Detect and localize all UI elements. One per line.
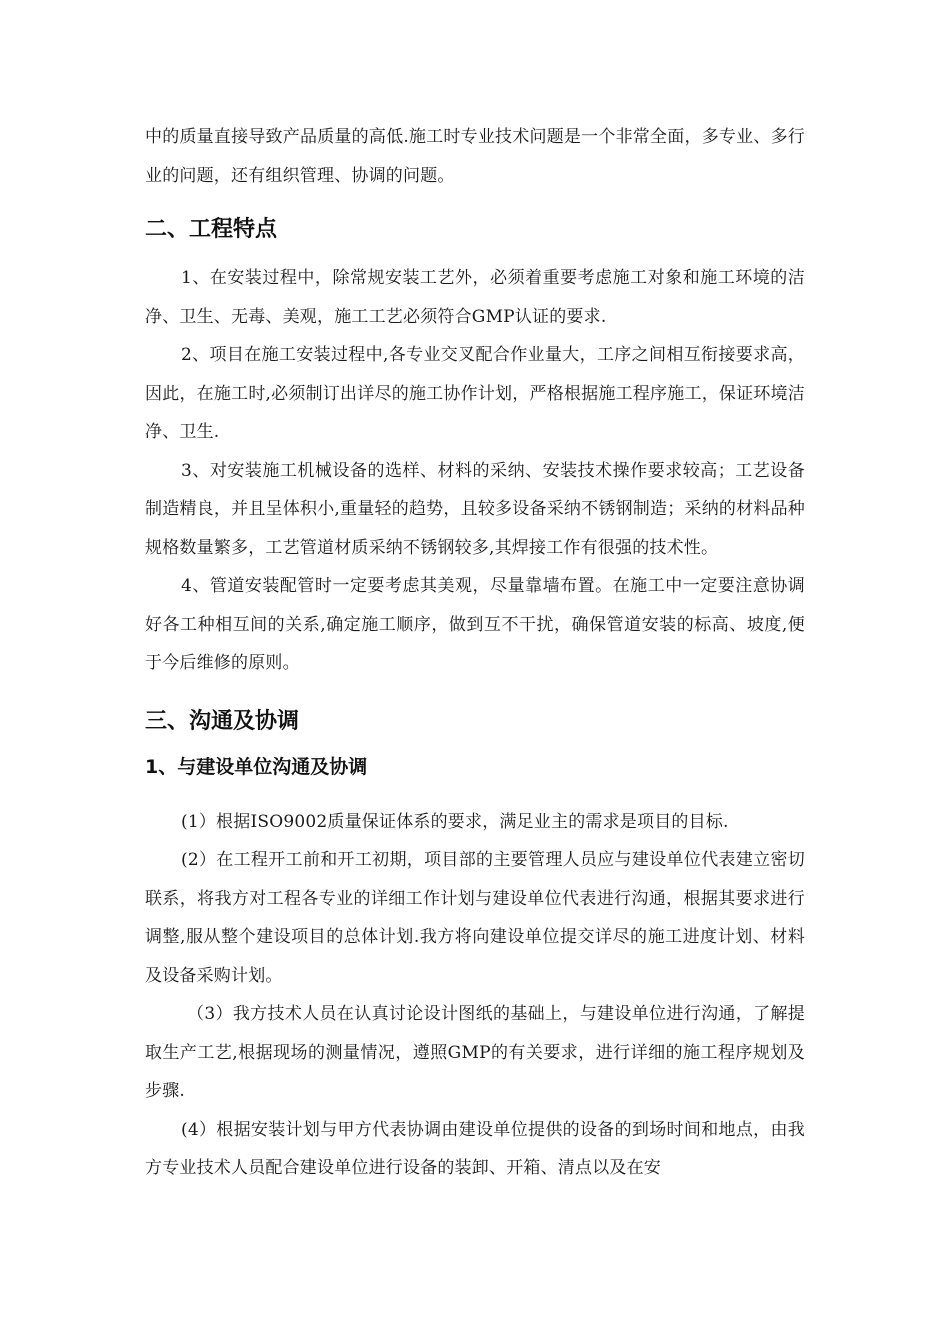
feature-paragraph-2: 2、项目在施工安装过程中,各专业交叉配合作业量大，工序之间相互衔接要求高，因此，在施工时,必须制订出详尽的施工协作计划，严格根据施工程序施工，保证环境洁净、卫生. xyxy=(145,345,805,442)
subsection-heading-owner-coordination: 1、与建设单位沟通及协调 xyxy=(145,755,368,778)
section-heading-communication: 三、沟通及协调 xyxy=(145,708,300,734)
coordination-paragraph-4: (4）根据安装计划与甲方代表协调由建设单位提供的设备的到场时间和地点，由我方专业技术人员配合建设单位进行设备的装卸、开箱、清点以及在安 xyxy=(145,1119,805,1178)
coordination-paragraph-2: (2）在工程开工前和开工初期，项目部的主要管理人员应与建设单位代表建立密切联系，将我方对工程各专业的详细工作计划与建设单位代表进行沟通，根据其要求进行调整,服从整个建设项目的总体计划.我方将向建设单位提交详尽的施工进度计划、材料及设备采购计划。 xyxy=(145,850,805,986)
feature-paragraph-1: 1、在安装过程中，除常规安装工艺外，必须着重要考虑施工对象和施工环境的洁净、卫生、无毒、美观，施工工艺必须符合GMP认证的要求. xyxy=(145,268,805,327)
coordination-paragraph-3: （3）我方技术人员在认真讨论设计图纸的基础上，与建设单位进行沟通，了解提取生产工艺,根据现场的测量情况，遵照GMP的有关要求，进行详细的施工程序规划及步骤. xyxy=(145,1004,805,1101)
feature-paragraph-3: 3、对安装施工机械设备的选样、材料的采纳、安装技术操作要求较高；工艺设备制造精良，并且呈体积小,重量轻的趋势，且较多设备采纳不锈钢制造；采纳的材料品种规格数量繁多，工艺管道材质采纳不锈钢较多,其焊接工作有很强的技术性。 xyxy=(145,460,805,558)
document-page xyxy=(145,118,805,1188)
section-heading-project-features: 二、工程特点 xyxy=(145,217,278,242)
intro-paragraph: 中的质量直接导致产品质量的高低.施工时专业技术问题是一个非常全面，多专业、多行业的问题，还有组织管理、协调的问题。 xyxy=(145,127,805,186)
feature-paragraph-4: 4、管道安装配管时一定要考虑其美观，尽量靠墙布置。在施工中一定要注意协调好各工种相互间的关系,确定施工顺序，做到互不干扰，确保管道安装的标高、坡度,便于今后维修的原则。 xyxy=(145,576,805,673)
coordination-paragraph-1: (1）根据ISO9002质量保证体系的要求，满足业主的需求是项目的目标. xyxy=(181,811,729,832)
